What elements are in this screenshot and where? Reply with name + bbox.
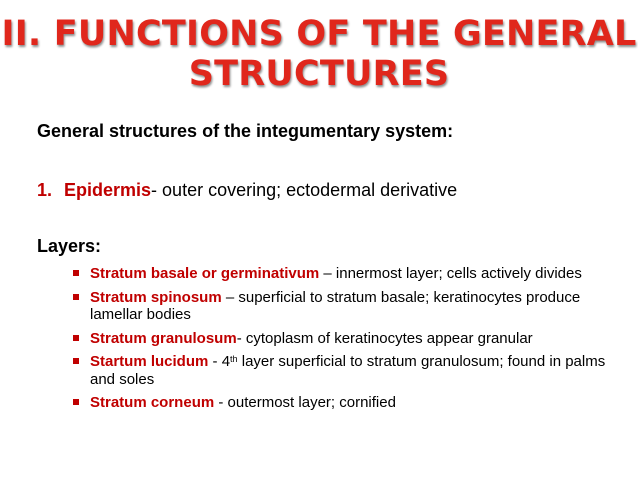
layer-item bbox=[70, 289, 610, 324]
layer-name: Stratum basale or germinativum bbox=[90, 265, 320, 282]
bullet-square-icon bbox=[73, 270, 79, 276]
section-subtitle: General structures of the integumentary system: bbox=[37, 121, 454, 141]
epidermis-description: - outer covering; ectodermal derivative bbox=[151, 180, 458, 200]
bullet-square-icon bbox=[73, 358, 79, 364]
epidermis-number: 1. bbox=[37, 180, 53, 200]
layer-name: Stratum granulosum bbox=[90, 329, 237, 347]
slide-title bbox=[0, 14, 638, 94]
layer-item bbox=[70, 353, 610, 388]
epidermis-term: Epidermis bbox=[64, 180, 152, 200]
layers-heading: Layers: bbox=[37, 236, 102, 256]
layer-item bbox=[70, 394, 610, 412]
layer-name: Startum lucidum bbox=[90, 353, 209, 370]
slide-title-line-2: STRUCTURES bbox=[188, 54, 450, 94]
layer-superscript: th bbox=[230, 354, 238, 364]
layer-name: Stratum spinosum bbox=[90, 288, 222, 306]
bullet-square-icon bbox=[73, 294, 79, 300]
layer-description: – superficial to stratum basale; keratinocytes produce lamellar bodies bbox=[90, 288, 581, 323]
layer-item bbox=[70, 330, 610, 348]
layer-description: - outermost layer; cornified bbox=[214, 394, 396, 411]
layer-item bbox=[70, 265, 610, 283]
layer-description: – innermost layer; cells actively divides bbox=[319, 265, 582, 282]
layers-list bbox=[70, 265, 610, 418]
slide-title-line-1: II. FUNCTIONS OF THE GENERAL bbox=[1, 14, 637, 54]
bullet-square-icon bbox=[73, 335, 79, 341]
layer-description-prefix: - 4 bbox=[208, 353, 231, 370]
layer-description: layer superficial to stratum granulosum; found in palms and soles bbox=[90, 353, 606, 388]
epidermis-item bbox=[37, 180, 457, 200]
layer-description: - cytoplasm of keratinocytes appear granular bbox=[236, 329, 533, 347]
layer-name: Stratum corneum bbox=[90, 394, 215, 411]
bullet-square-icon bbox=[73, 399, 79, 405]
